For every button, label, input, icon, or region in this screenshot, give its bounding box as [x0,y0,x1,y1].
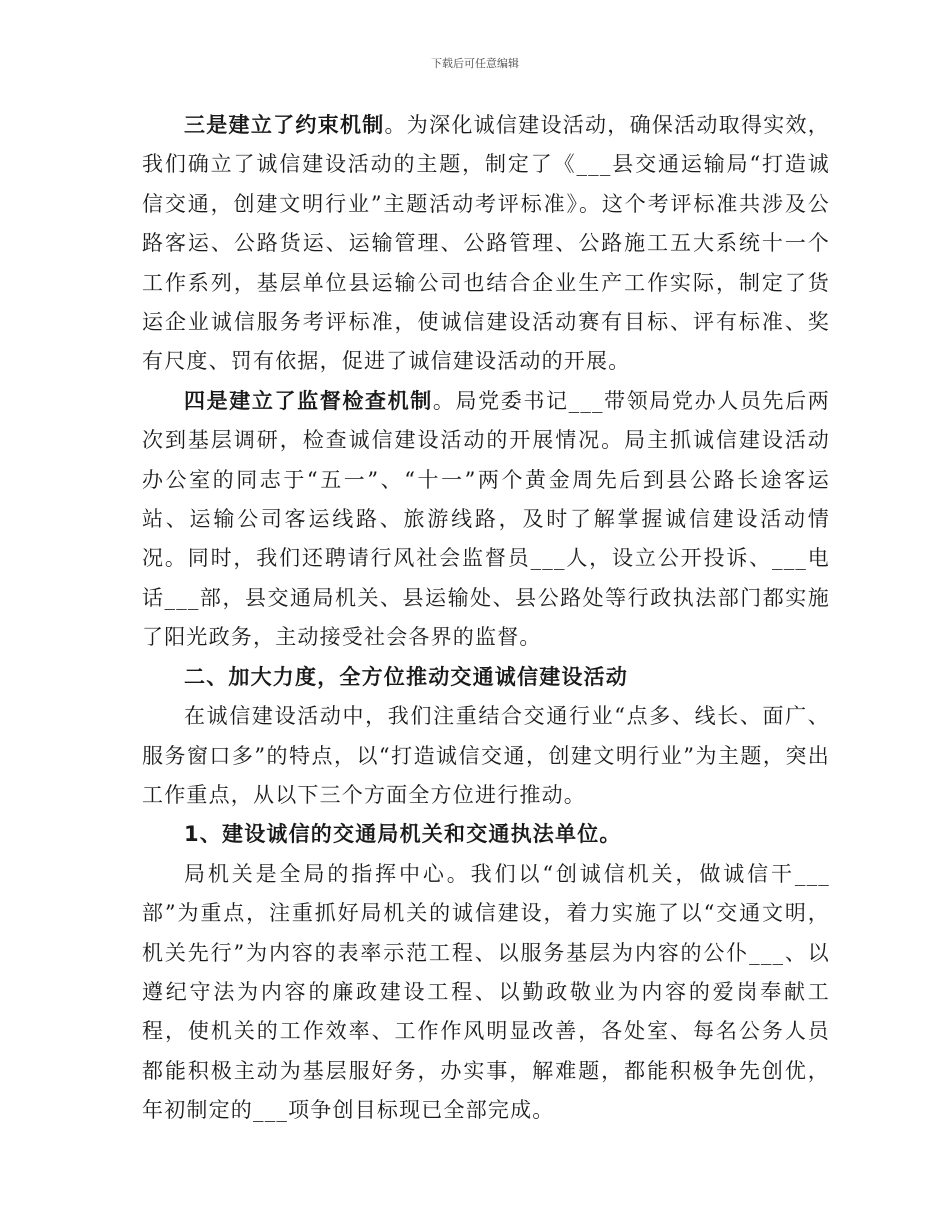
paragraph-intro: 在诚信建设活动中，我们注重结合交通行业“点多、线长、面广、服务窗口多”的特点，以“打造诚信交通，创建文明行业”为主题，突出工作重点，从以下三个方面全方位进行推动。 [142,704,830,807]
paragraph-lead: 四是建立了监督检查机制 [184,388,433,413]
paragraph-text: 。为深化诚信建设活动，确保活动取得实效，我们确立了诚信建设活动的主题，制定了《___县交通运输局“打造诚信交通，创建文明行业”主题活动考评标准》。这个考评标准共涉及公路客运、公路货运、运输管理、公路管理、公路施工五大系统十一个工作系列，基层单位县运输公司也结合企业生产工作实际，制定了货运企业诚信服务考评标准，使诚信建设活动赛有目标、评有标准、奖有尺度、罚有依据，促进了诚信建设活动的开展。 [142,113,830,374]
subsection-heading: 1、建设诚信的交通局机关和交通执法单位。 [184,822,622,847]
paragraph-constraint-mechanism [142,106,830,382]
paragraph-supervision-mechanism [142,382,830,658]
paragraph-lead: 三是建立了约束机制 [184,113,385,137]
section-heading: 二、加大力度，全方位推动交通诚信建设活动 [184,664,628,689]
document-body [142,106,830,1131]
paragraph-text: 。局党委书记___带领局党办人员先后两次到基层调研，检查诚信建设活动的开展情况。局主抓诚信建设活动办公室的同志于“五一”、“十一”两个黄金周先后到县公路长途客运站、运输公司客运线路、旅游线路，及时了解掌握诚信建设活动情况。同时，我们还聘请行风社会监督员___人，设立公开投诉、___电话___部，县交通局机关、县运输处、县公路处等行政执法部门都实施了阳光政务，主动接受社会各界的监督。 [142,388,830,650]
paragraph-bureau-agency: 局机关是全局的指挥中心。我们以“创诚信机关，做诚信干___部”为重点，注重抓好局机关的诚信建设，着力实施了以“交通文明，机关先行”为内容的表率示范工程、以服务基层为内容的公仆___、以遵纪守法为内容的廉政建设工程、以勤政敬业为内容的爱岗奉献工程，使机关的工作效率、工作作风明显改善，各处室、每名公务人员都能积极主动为基层服好务，办实事，解难题，都能积极争先创优，年初制定的___项争创目标现已全部完成。 [142,861,830,1123]
page-header: 下载后可任意编辑 [431,57,519,70]
